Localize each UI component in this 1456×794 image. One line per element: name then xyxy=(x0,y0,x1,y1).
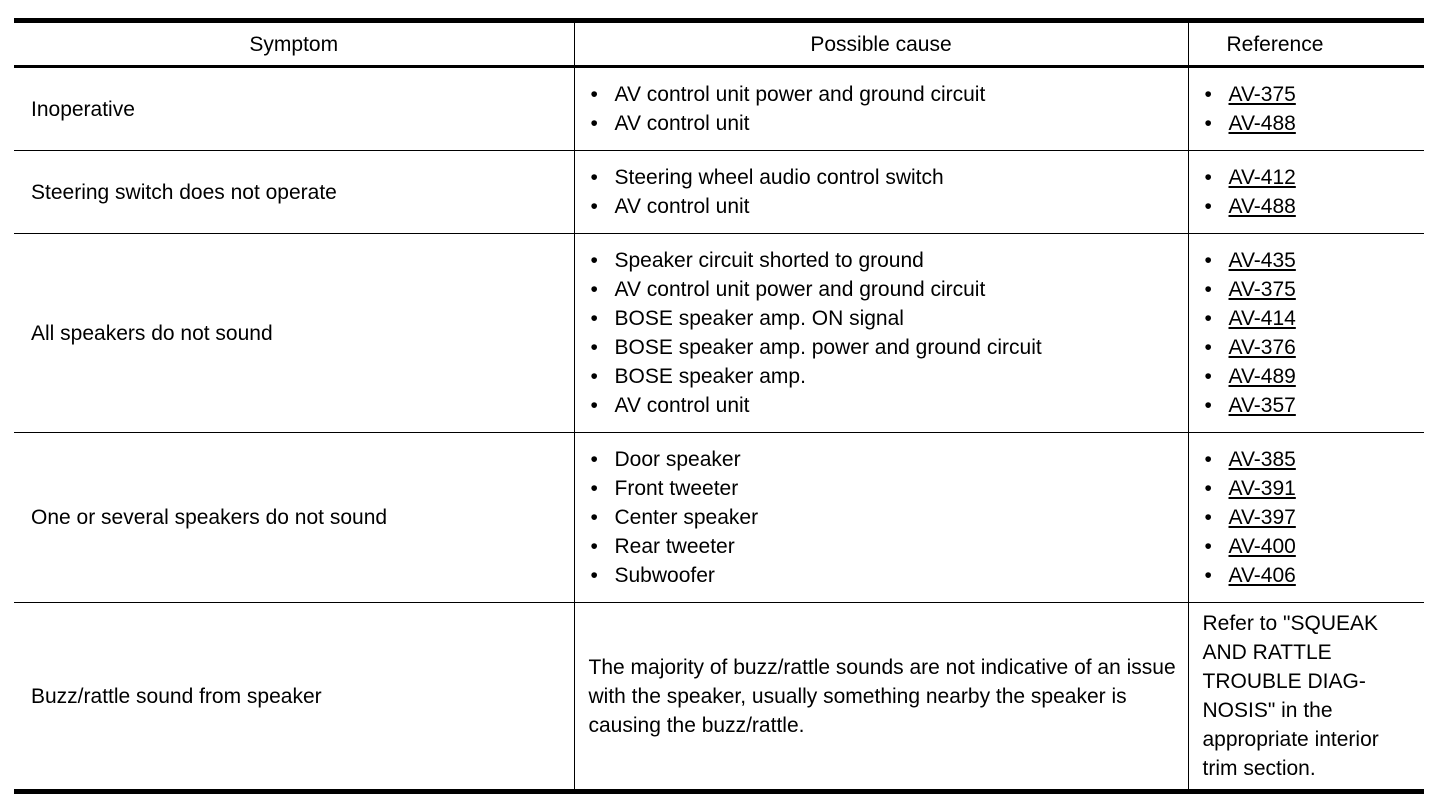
reference-item xyxy=(1203,163,1417,192)
symptom-cell: Inoperative xyxy=(14,67,574,151)
bullet-icon: • xyxy=(590,506,598,529)
diagnosis-table xyxy=(14,18,1424,794)
cause-cell xyxy=(574,234,1188,433)
reference-link[interactable]: AV-489 xyxy=(1228,365,1296,388)
cause-cell xyxy=(574,603,1188,792)
cause-paragraph: The majority of buzz/rattle sounds are not indicative of an issue with the speaker, usually something nearby the speaker is causing the buzz/rattle. xyxy=(588,655,1176,737)
bullet-icon: • xyxy=(1204,166,1212,189)
reference-link[interactable]: AV-357 xyxy=(1228,394,1296,417)
cause-item: • AV control unit power and ground circuit xyxy=(589,275,1178,304)
reference-note: Refer to "SQUEAK AND RATTLE TROUBLE DIAG-NOSIS" in the appropriate interior trim section. xyxy=(1202,612,1379,780)
cause-cell xyxy=(574,151,1188,234)
cause-cell xyxy=(574,433,1188,603)
bullet-icon: • xyxy=(1204,365,1212,388)
bullet-icon: • xyxy=(590,249,598,272)
column-header-symptom: Symptom xyxy=(14,21,574,67)
reference-link[interactable]: AV-406 xyxy=(1228,564,1296,587)
reference-cell xyxy=(1188,67,1424,151)
cause-item: • BOSE speaker amp. xyxy=(589,362,1178,391)
bullet-icon: • xyxy=(1204,506,1212,529)
reference-item xyxy=(1203,561,1417,590)
reference-item xyxy=(1203,362,1417,391)
bullet-icon: • xyxy=(590,564,598,587)
bullet-icon: • xyxy=(590,278,598,301)
reference-item xyxy=(1203,80,1417,109)
reference-item xyxy=(1203,109,1417,138)
bullet-icon: • xyxy=(1204,278,1212,301)
reference-link[interactable]: AV-385 xyxy=(1228,448,1296,471)
reference-link[interactable]: AV-435 xyxy=(1228,249,1296,272)
column-header-possible-cause: Possible cause xyxy=(574,21,1188,67)
bullet-icon: • xyxy=(590,394,598,417)
reference-cell xyxy=(1188,603,1424,792)
cause-item: • AV control unit xyxy=(589,109,1178,138)
reference-cell xyxy=(1188,151,1424,234)
bullet-icon: • xyxy=(590,195,598,218)
reference-link[interactable]: AV-391 xyxy=(1228,477,1296,500)
cause-item: • Subwoofer xyxy=(589,561,1178,590)
reference-cell xyxy=(1188,433,1424,603)
reference-link[interactable]: AV-488 xyxy=(1228,112,1296,135)
reference-item xyxy=(1203,474,1417,503)
bullet-icon: • xyxy=(1204,307,1212,330)
reference-link[interactable]: AV-488 xyxy=(1228,195,1296,218)
bullet-icon: • xyxy=(590,365,598,388)
table-row xyxy=(14,603,1424,792)
bullet-icon: • xyxy=(1204,394,1212,417)
table-row xyxy=(14,67,1424,151)
column-header-reference: Reference xyxy=(1188,21,1424,67)
bullet-icon: • xyxy=(1204,336,1212,359)
reference-item xyxy=(1203,275,1417,304)
bullet-icon: • xyxy=(590,307,598,330)
symptom-cell: All speakers do not sound xyxy=(14,234,574,433)
symptom-cell: Steering switch does not operate xyxy=(14,151,574,234)
cause-item: • AV control unit xyxy=(589,391,1178,420)
symptom-cell: Buzz/rattle sound from speaker xyxy=(14,603,574,792)
reference-link[interactable]: AV-375 xyxy=(1228,278,1296,301)
cause-item: • Steering wheel audio control switch xyxy=(589,163,1178,192)
cause-item: • Center speaker xyxy=(589,503,1178,532)
cause-item: • BOSE speaker amp. ON signal xyxy=(589,304,1178,333)
reference-link[interactable]: AV-400 xyxy=(1228,535,1296,558)
reference-item xyxy=(1203,246,1417,275)
reference-link[interactable]: AV-414 xyxy=(1228,307,1296,330)
bullet-icon: • xyxy=(1204,112,1212,135)
bullet-icon: • xyxy=(1204,83,1212,106)
symptom-cell: One or several speakers do not sound xyxy=(14,433,574,603)
reference-item xyxy=(1203,532,1417,561)
table-row xyxy=(14,433,1424,603)
table-row xyxy=(14,151,1424,234)
cause-item: • Speaker circuit shorted to ground xyxy=(589,246,1178,275)
bullet-icon: • xyxy=(590,448,598,471)
bullet-icon: • xyxy=(1204,195,1212,218)
reference-item xyxy=(1203,333,1417,362)
reference-cell xyxy=(1188,234,1424,433)
reference-link[interactable]: AV-397 xyxy=(1228,506,1296,529)
cause-item: • Door speaker xyxy=(589,445,1178,474)
bullet-icon: • xyxy=(590,535,598,558)
reference-item xyxy=(1203,391,1417,420)
header-row xyxy=(14,21,1424,67)
cause-item: • AV control unit xyxy=(589,192,1178,221)
cause-cell xyxy=(574,67,1188,151)
bullet-icon: • xyxy=(1204,535,1212,558)
bullet-icon: • xyxy=(1204,448,1212,471)
bullet-icon: • xyxy=(590,477,598,500)
bullet-icon: • xyxy=(590,336,598,359)
reference-link[interactable]: AV-375 xyxy=(1228,83,1296,106)
bullet-icon: • xyxy=(1204,477,1212,500)
bullet-icon: • xyxy=(1204,249,1212,272)
table-row xyxy=(14,234,1424,433)
cause-item: • BOSE speaker amp. power and ground circuit xyxy=(589,333,1178,362)
cause-item: • Front tweeter xyxy=(589,474,1178,503)
reference-item xyxy=(1203,445,1417,474)
reference-item xyxy=(1203,304,1417,333)
bullet-icon: • xyxy=(590,112,598,135)
reference-item xyxy=(1203,192,1417,221)
reference-link[interactable]: AV-412 xyxy=(1228,166,1296,189)
reference-link[interactable]: AV-376 xyxy=(1228,336,1296,359)
bullet-icon: • xyxy=(590,83,598,106)
bullet-icon: • xyxy=(1204,564,1212,587)
cause-item: • AV control unit power and ground circuit xyxy=(589,80,1178,109)
bullet-icon: • xyxy=(590,166,598,189)
cause-item: • Rear tweeter xyxy=(589,532,1178,561)
reference-item xyxy=(1203,503,1417,532)
